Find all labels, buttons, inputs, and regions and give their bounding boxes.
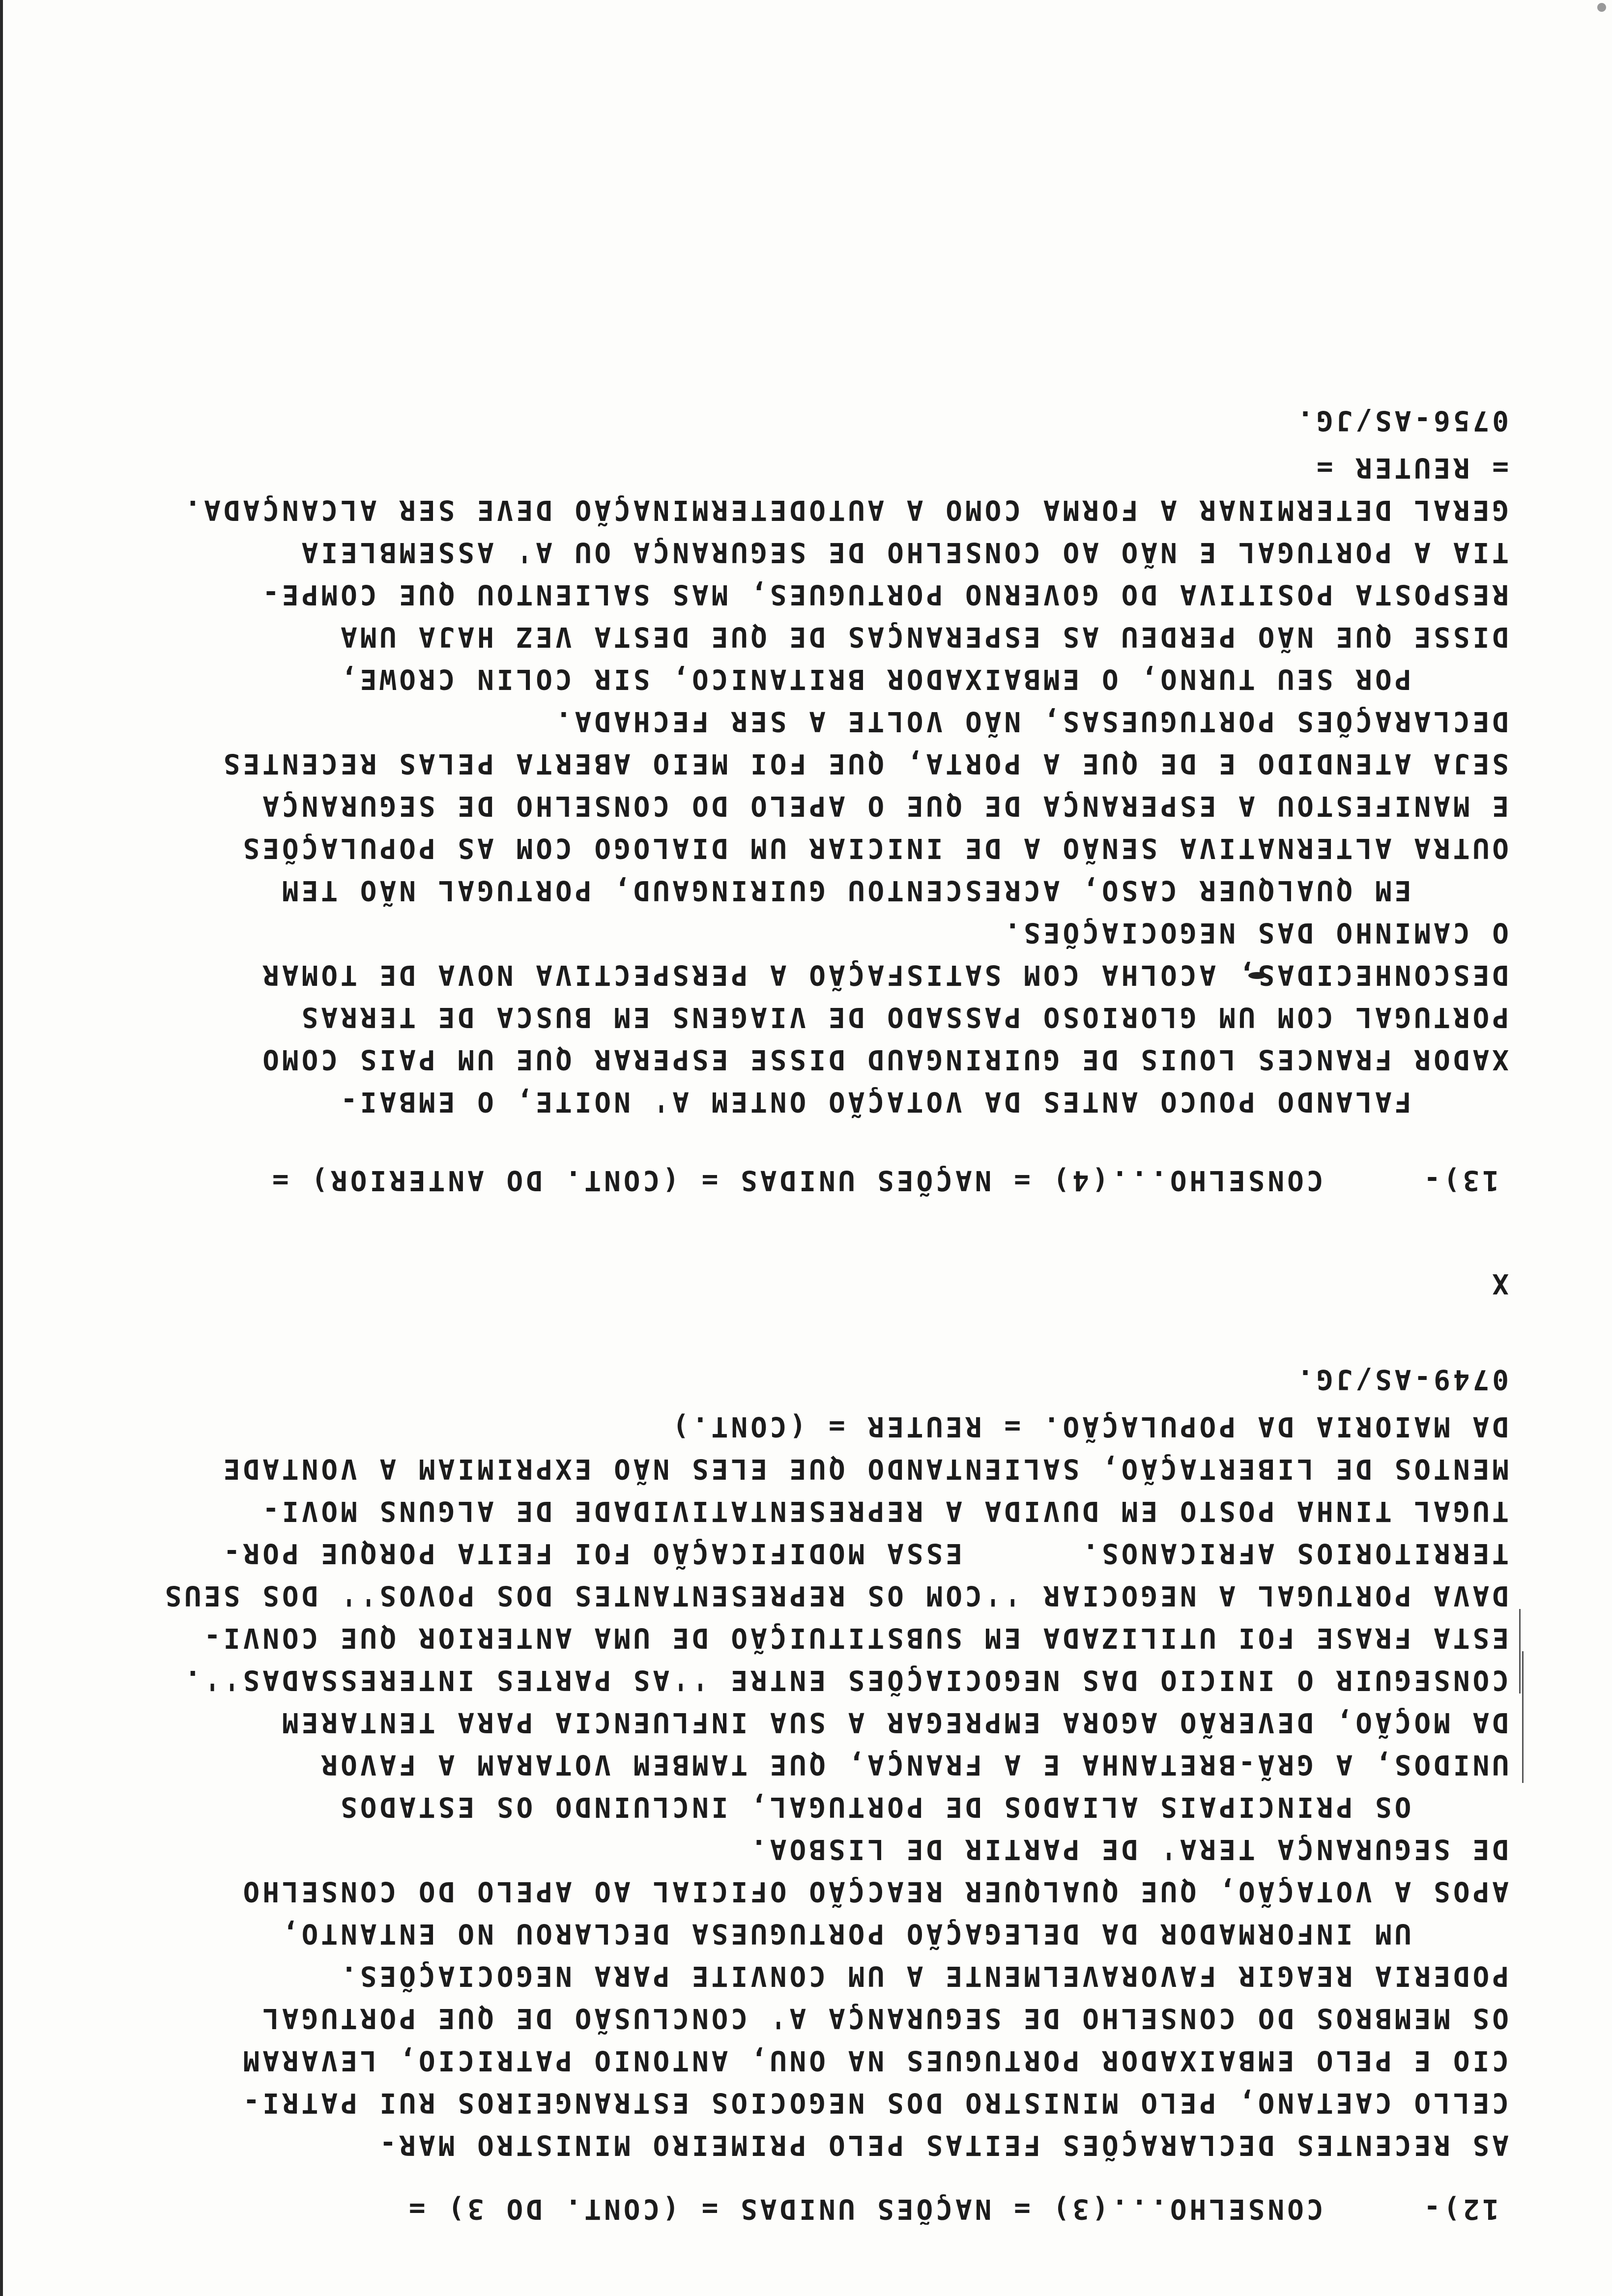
doc-line: TERRITORIOS AFRICANOS. ESSA MODIFICAÇÃO FOI FEITA PORQUE POR- xyxy=(220,1537,1509,1569)
doc-line: OUTRA ALTERNATIVA SENÃO A DE INICIAR UM DIALOGO COM AS POPULAÇÕES xyxy=(240,832,1509,864)
doc-line: DISSE QUE NÃO PERDEU AS ESPERANÇAS DE QUE DESTA VEZ HAJA UMA xyxy=(338,621,1509,653)
doc-line: DE SEGURANÇA TERA' DE PARTIR DE LISBOA. xyxy=(748,1833,1509,1865)
doc-line: OS PRINCIPAIS ALIADOS DE PORTUGAL, INCLUINDO OS ESTADOS xyxy=(338,1791,1509,1823)
doc-line: MENTOS DE LIBERTAÇÃO, SALIENTANDO QUE ELES NÃO EXPRIMIAM A VONTADE xyxy=(220,1453,1509,1485)
doc-line: O CAMINHO DAS NEGOCIAÇÕES. xyxy=(1001,917,1509,948)
reference-number: 0749-AS/JG. xyxy=(1294,1363,1509,1395)
doc-line: DESCONHECIDAS, ACOLHA COM SATISFAÇÃO A PERSPECTIVA NOVA DE TOMAR xyxy=(259,959,1509,991)
doc-line: = REUTER = xyxy=(1313,452,1509,484)
doc-line: AS RECENTES DECLARAÇÕES FEITAS PELO PRIMEIRO MINISTRO MAR- xyxy=(376,2129,1509,2161)
separator-mark: X xyxy=(1489,1267,1509,1299)
doc-line: PORTUGAL COM UM GLORIOSO PASSADO DE VIAGENS EM BUSCA DE TERRAS xyxy=(298,1001,1509,1033)
doc-line: DECLARAÇÕES PORTUGUESAS, NÃO VOLTE A SER FECHADA. xyxy=(552,705,1509,737)
doc-line: TIA A PORTUGAL E NÃO AO CONSELHO DE SEGURANÇA OU A' ASSEMBLEIA xyxy=(298,536,1509,568)
doc-line: GERAL DETERMINAR A FORMA COMO A AUTODETERMINAÇÃO DEVE SER ALCANÇADA. xyxy=(181,494,1509,526)
doc-line: UM INFORMADOR DA DELEGAÇÃO PORTUGUESA DECLAROU NO ENTANTO, xyxy=(279,1918,1509,1950)
doc-line: DA MAIORIA DA POPULAÇÃO. = REUTER = (CONT.) xyxy=(669,1410,1509,1442)
doc-line: CONSEGUIR O INICIO DAS NEGOCIAÇÕES ENTRE ''AS PARTES INTERESSADAS''. xyxy=(181,1664,1509,1696)
doc-line: EM QUALQUER CASO, ACRESCENTOU GUIRINGAUD, PORTUGAL NÃO TEM xyxy=(279,874,1509,906)
doc-line: TUGAL TINHA POSTO EM DUVIDA A REPRESENTATIVIDADE DE ALGUNS MOVI- xyxy=(259,1495,1509,1527)
doc-line: CIO E PELO EMBAIXADOR PORTUGUES NA ONU, ANTONIO PATRICIO, LEVARAM xyxy=(240,2044,1509,2076)
doc-line: RESPOSTA POSITIVA DO GOVERNO PORTUGUES, MAS SALIENTOU QUE COMPE- xyxy=(259,578,1509,610)
doc-line: CELLO CAETANO, PELO MINISTRO DOS NEGOCIOS ESTRANGEIROS RUI PATRI- xyxy=(240,2087,1509,2119)
doc-line: PODERIA REAGIR FAVORAVELMENTE A UM CONVITE PARA NEGOCIAÇÕES. xyxy=(338,1960,1509,1992)
section-13-heading: 13)- CONSELHO...(4) = NAÇÕES UNIDAS = (CONT. DO ANTERIOR) = xyxy=(269,1164,1499,1196)
doc-line: E MANIFESTOU A ESPERANÇA DE QUE O APELO DO CONSELHO DE SEGURANÇA xyxy=(259,790,1509,822)
doc-line: UNIDOS, A GRÃ-BRETANHA E A FRANÇA, QUE TAMBEM VOTARAM A FAVOR xyxy=(318,1749,1509,1780)
margin-line xyxy=(1522,1651,1524,1783)
doc-line: ESTA FRASE FOI UTILIZADA EM SUBSTITUIÇÃO DE UMA ANTERIOR QUE CONVI- xyxy=(201,1622,1509,1654)
reference-number: 0756-AS/JG. xyxy=(1294,404,1509,436)
doc-line: DAVA PORTUGAL A NEGOCIAR ''COM OS REPRESENTANTES DOS POVOS'' DOS SEUS xyxy=(162,1579,1509,1611)
doc-line: XADOR FRANCES LOUIS DE GUIRINGAUD DISSE ESPERAR QUE UM PAIS COMO xyxy=(259,1043,1509,1075)
margin-line xyxy=(1519,1609,1521,1693)
doc-line: APOS A VOTAÇÃO, QUE QUALQUER REACÇÃO OFICIAL AO APELO DO CONSELHO xyxy=(240,1875,1509,1907)
doc-line: DA MOÇÃO, DEVERÃO AGORA EMPREGAR A SUA INFLUENCIA PARA TENTAREM xyxy=(279,1706,1509,1738)
doc-line: FALANDO POUCO ANTES DA VOTAÇÃO ONTEM A' NOITE, O EMBAI- xyxy=(338,1086,1509,1118)
doc-line: SEJA ATENDIDO E DE QUE A PORTA, QUE FOI MEIO ABERTA PELAS RECENTES xyxy=(220,747,1509,779)
section-12-heading: 12)- CONSELHO...(3) = NAÇÕES UNIDAS = (CONT. DO 3) = xyxy=(405,2193,1499,2225)
doc-line: OS MEMBROS DO CONSELHO DE SEGURANÇA A' CONCLUSÃO DE QUE PORTUGAL xyxy=(259,2002,1509,2034)
doc-line: POR SEU TURNO, O EMBAIXADOR BRITANICO, SIR COLIN CROWE, xyxy=(338,663,1509,695)
